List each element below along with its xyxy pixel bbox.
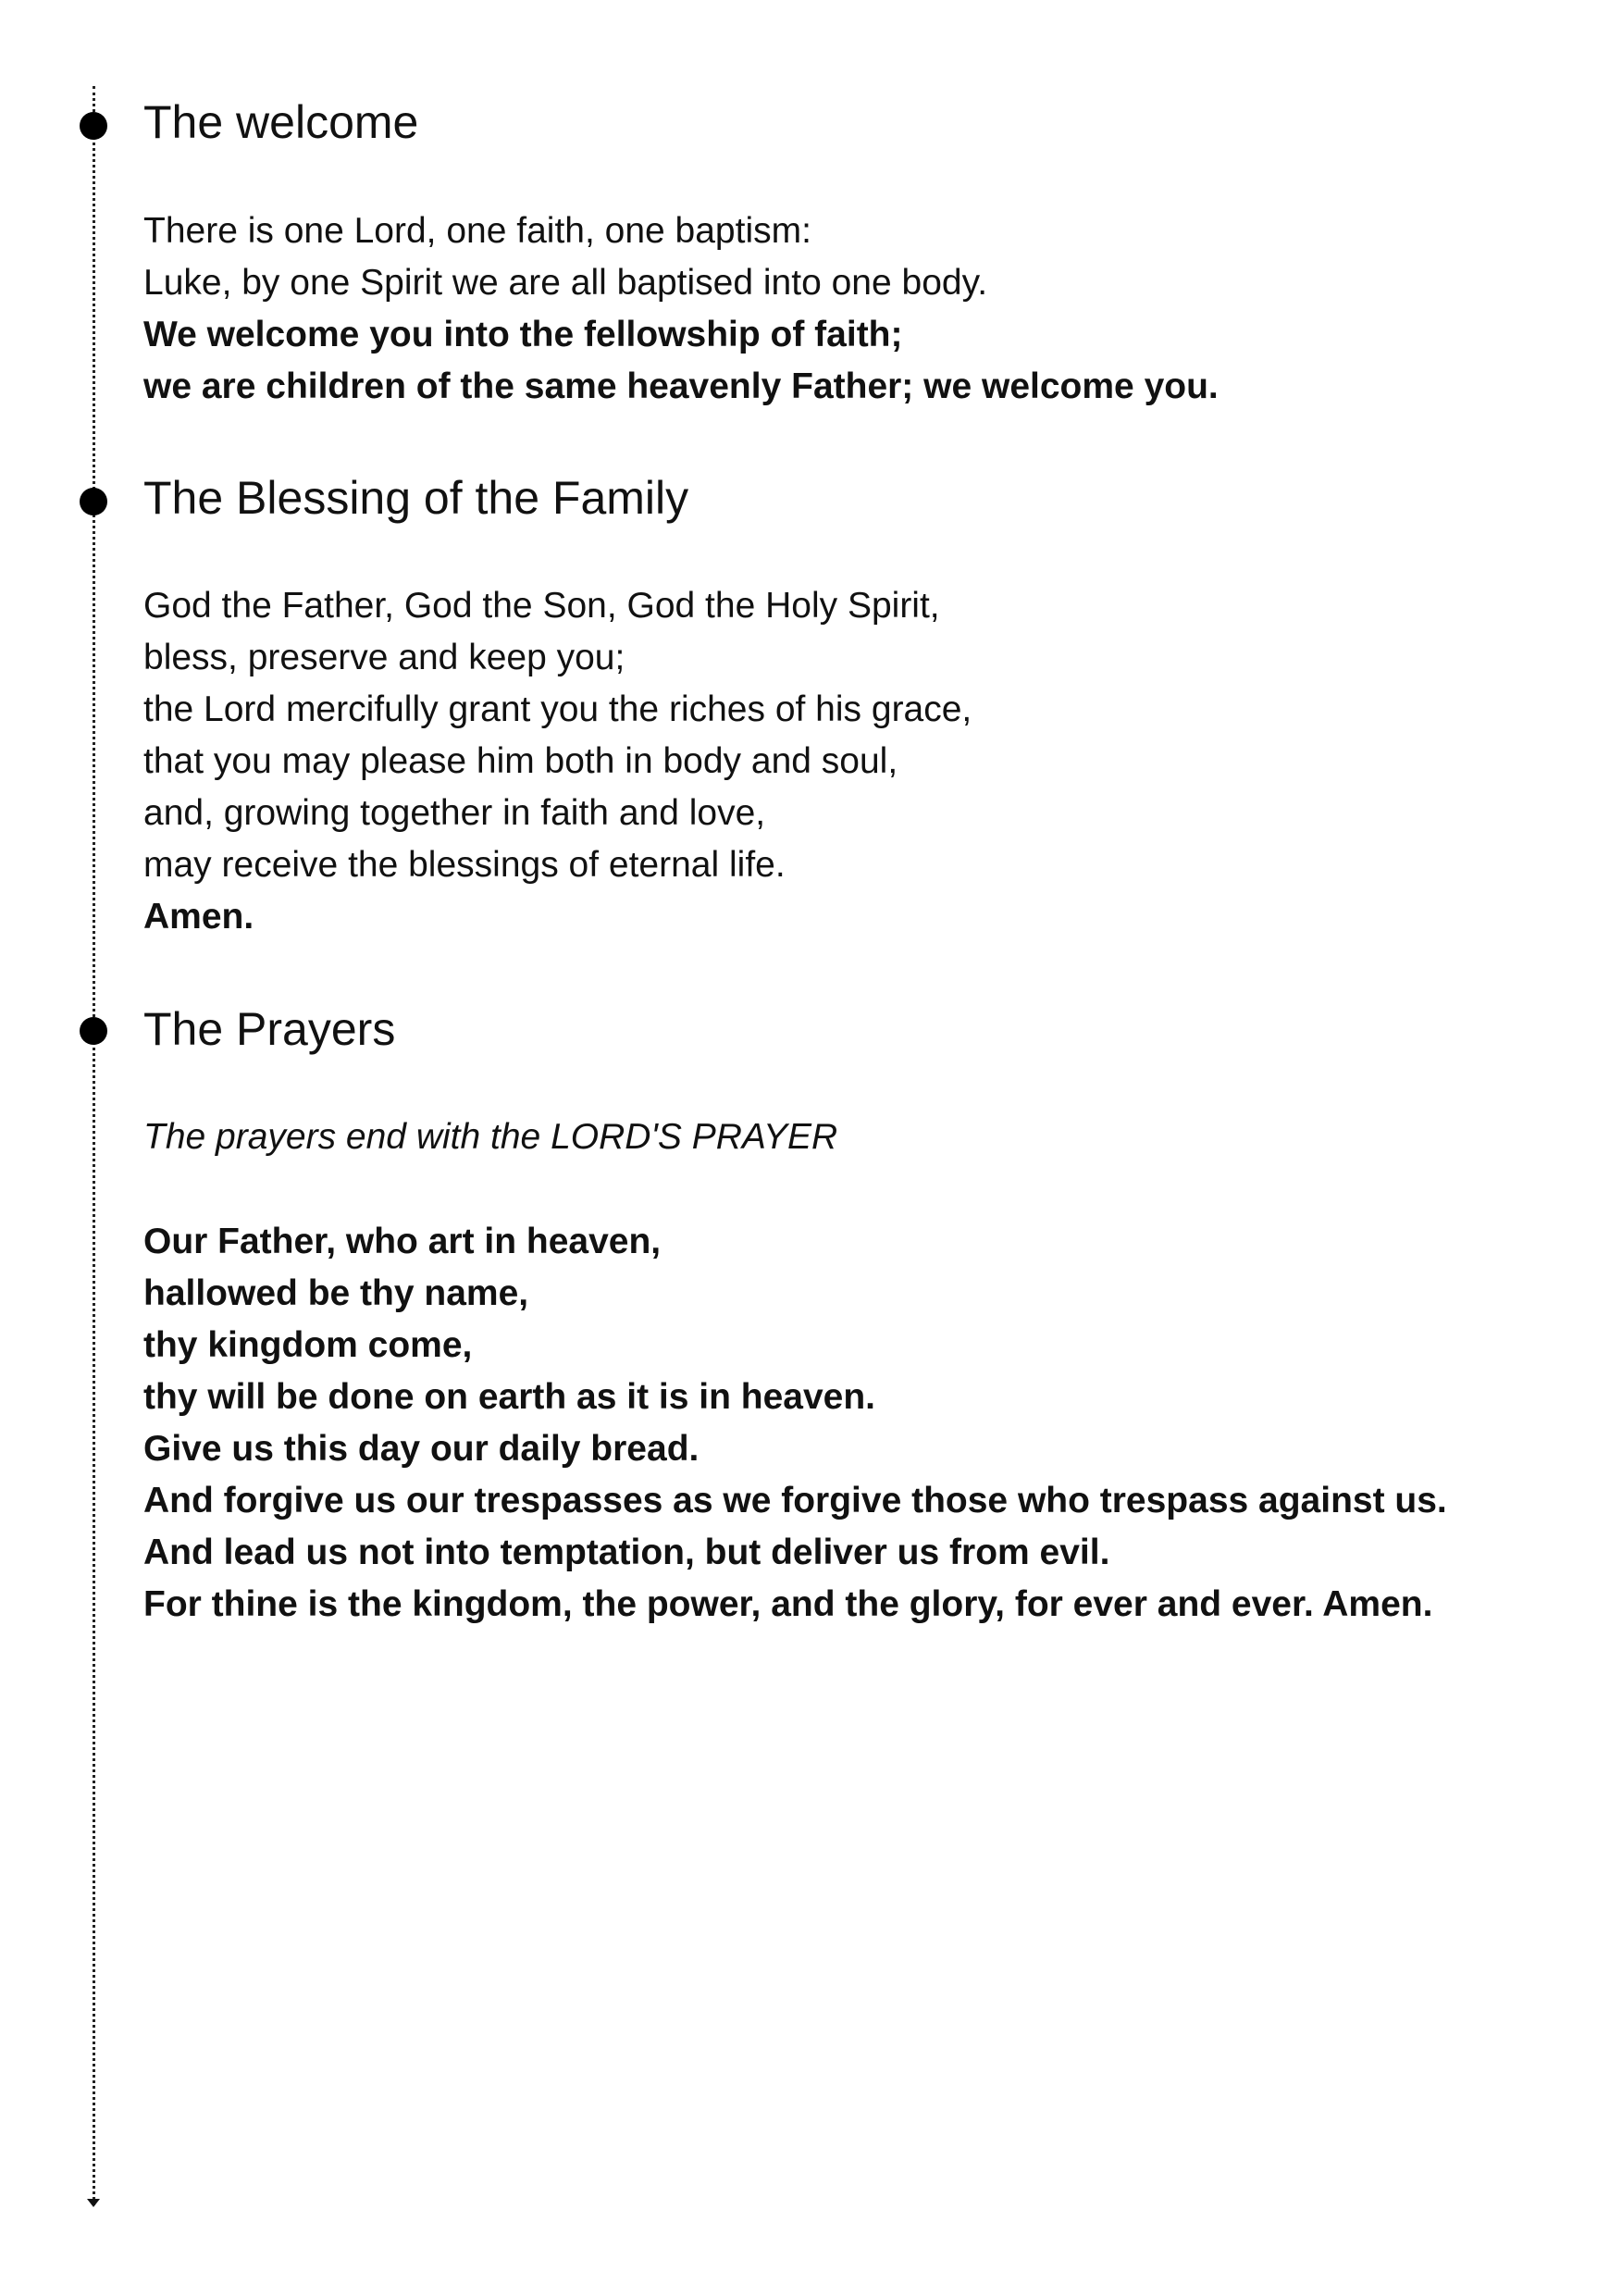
response-line: hallowed be thy name, [143, 1273, 529, 1313]
timeline-bullet-icon [80, 112, 107, 140]
text-line: may receive the blessings of eternal life. [143, 845, 786, 885]
timeline-bullet-icon [80, 1017, 107, 1045]
response-line: Give us this day our daily bread. [143, 1429, 700, 1469]
blessing-text [143, 580, 972, 943]
timeline-arrow-icon [87, 2199, 100, 2207]
section-heading-welcome: The welcome [143, 96, 419, 148]
text-line: and, growing together in faith and love, [143, 793, 766, 833]
section-heading-prayers: The Prayers [143, 1003, 396, 1055]
response-line: We welcome you into the fellowship of faith; [143, 315, 903, 354]
lords-prayer-text [143, 1216, 1447, 1631]
timeline-bullet-icon [80, 488, 107, 515]
welcome-text [143, 205, 1219, 413]
text-line: God the Father, God the Son, God the Holy Spirit, [143, 586, 940, 626]
text-line: Luke, by one Spirit we are all baptised into one body. [143, 263, 988, 303]
text-line: bless, preserve and keep you; [143, 638, 625, 677]
response-line: And forgive us our trespasses as we forgive those who trespass against us. [143, 1481, 1447, 1520]
timeline-line [93, 86, 95, 2205]
response-line: For thine is the kingdom, the power, and the glory, for ever and ever. Amen. [143, 1584, 1433, 1624]
text-line: the Lord mercifully grant you the riches of his grace, [143, 689, 972, 729]
response-line: we are children of the same heavenly Father; we welcome you. [143, 366, 1219, 406]
response-line: thy kingdom come, [143, 1325, 473, 1365]
prayers-instruction: The prayers end with the LORD'S PRAYER [143, 1117, 838, 1157]
response-line: thy will be done on earth as it is in heaven. [143, 1377, 876, 1417]
response-line: Amen. [143, 897, 254, 937]
text-line: that you may please him both in body and soul, [143, 741, 898, 781]
response-line: And lead us not into temptation, but deliver us from evil. [143, 1533, 1110, 1572]
response-line: Our Father, who art in heaven, [143, 1222, 662, 1261]
text-line: There is one Lord, one faith, one baptism: [143, 211, 811, 251]
section-heading-blessing: The Blessing of the Family [143, 472, 689, 524]
